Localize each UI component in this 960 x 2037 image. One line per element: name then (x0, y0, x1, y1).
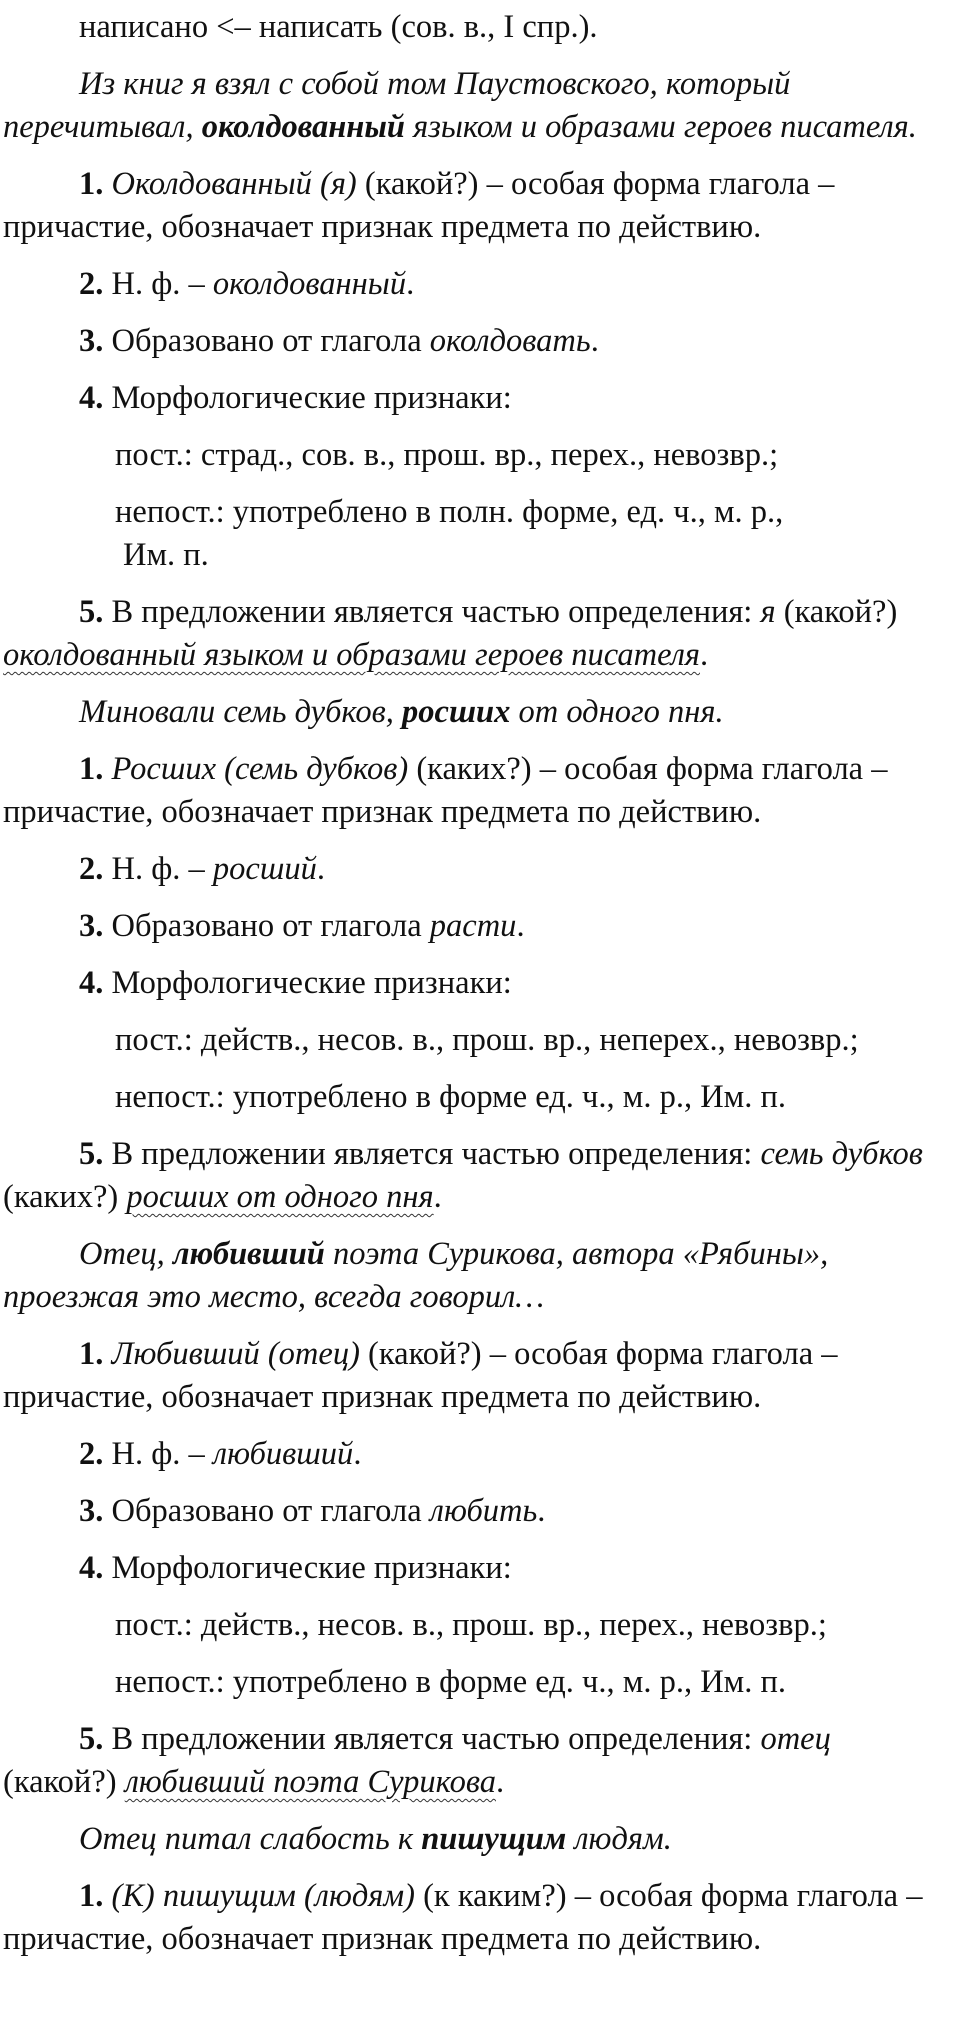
intro-text: написано <– написать (сов. в., I спр.). (79, 9, 598, 45)
analysis-1-variable-features: непост.: употреблено в полн. форме, ед. ч., м. р., (115, 494, 784, 530)
analysis-1-point-5: 5. В предложении является частью определения: я (какой?) околдованный языком и образами героев писателя. (3, 594, 898, 673)
analysis-1-point-3: 3. Образовано от глагола околдовать. (79, 323, 599, 359)
example-sentence-2: Миновали семь дубков, росших от одного пня. (79, 694, 724, 730)
participle-4: пишущим (421, 1821, 567, 1857)
intro-line (3, 6, 946, 49)
analysis-2-variable-features: непост.: употреблено в форме ед. ч., м. р., Им. п. (115, 1079, 787, 1115)
example-sentence-3: Отец, любивший поэта Сурикова, автора «Рябины», проезжая это место, всегда говорил… (3, 1236, 829, 1315)
participle-1: околдованный (201, 109, 405, 145)
analysis-2-point-5: 5. В предложении является частью определения: семь дубков (каких?) росших от одного пня. (3, 1136, 923, 1215)
analysis-2-constant-features: пост.: действ., несов. в., прош. вр., неперех., невозвр.; (115, 1022, 859, 1058)
participle-3: любивший (172, 1236, 325, 1272)
analysis-3-point-1: 1. Любивший (отец) (какой?) – особая форма глагола – причастие, обозначает признак предмета по действию. (3, 1336, 838, 1415)
analysis-3-point-5: 5. В предложении является частью определения: отец (какой?) любивший поэта Сурикова. (3, 1721, 831, 1800)
participle-2: росших (402, 694, 511, 730)
analysis-3-point-3: 3. Образовано от глагола любить. (79, 1493, 546, 1529)
analysis-3-point-2: 2. Н. ф. – любивший. (79, 1436, 362, 1472)
example-sentence-1: Из книг я взял с собой том Паустовского, который перечитывал, околдованный языком и образами героев писателя. (3, 66, 917, 145)
participial-phrase-3: любивший поэта Сурикова (124, 1764, 496, 1800)
analysis-1-constant-features: пост.: страд., сов. в., прош. вр., перех., невозвр.; (115, 437, 779, 473)
analysis-2-point-4: 4. Морфологические признаки: (79, 965, 512, 1001)
analysis-3-variable-features: непост.: употреблено в форме ед. ч., м. р., Им. п. (115, 1664, 787, 1700)
analysis-1-variable-features-cont: Им. п. (123, 537, 209, 573)
analysis-2-point-2: 2. Н. ф. – росший. (79, 851, 325, 887)
analysis-4-point-1: 1. (К) пишущим (людям) (к каким?) – особая форма глагола – причастие, обозначает признак предмета по действию. (3, 1878, 923, 1957)
analysis-1-point-1: 1. Околдованный (я) (какой?) – особая форма глагола – причастие, обозначает признак предмета по действию. (3, 166, 835, 245)
participial-phrase-2: росших от одного пня (126, 1179, 434, 1215)
analysis-1-point-4: 4. Морфологические признаки: (79, 380, 512, 416)
analysis-2-point-3: 3. Образовано от глагола расти. (79, 908, 525, 944)
analysis-2-point-1: 1. Росших (семь дубков) (каких?) – особая форма глагола – причастие, обозначает признак предмета по действию. (3, 751, 888, 830)
analysis-3-point-4: 4. Морфологические признаки: (79, 1550, 512, 1586)
analysis-1-point-2: 2. Н. ф. – околдованный. (79, 266, 415, 302)
participial-phrase-1: околдованный языком и образами героев писателя (3, 637, 700, 673)
example-sentence-4: Отец питал слабость к пишущим людям. (79, 1821, 672, 1857)
analysis-3-constant-features: пост.: действ., несов. в., прош. вр., перех., невозвр.; (115, 1607, 827, 1643)
